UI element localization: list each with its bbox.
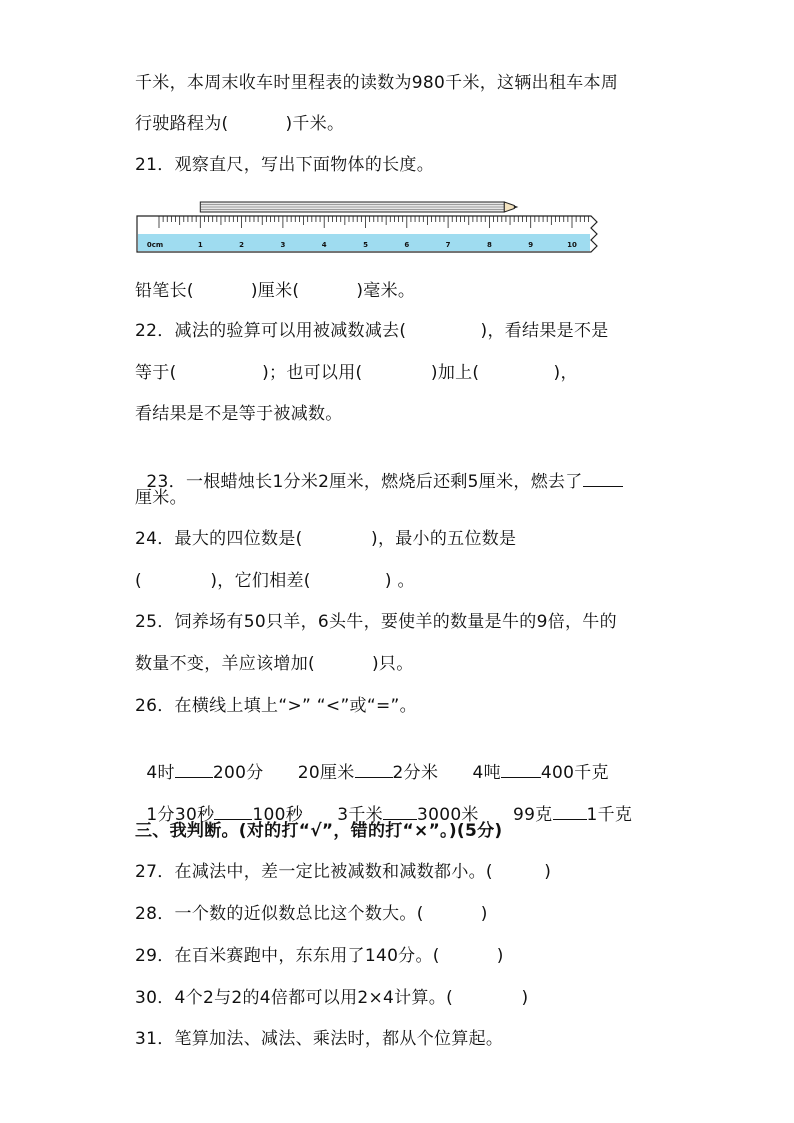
ruler-zero-label: 0cm [146,241,164,249]
question-28: 28．一个数的近似数总比这个数大。( ) [135,904,488,924]
pencil [200,202,518,212]
ruler-number: 5 [363,241,368,249]
question-22: 22．减法的验算可以用被减数减去( )，看结果是不是 [135,321,609,341]
section-heading: 三、我判断。(对的打“√”，错的打“×”。)(5分) [135,821,503,841]
answer-blank[interactable] [553,801,587,820]
text-segment: 3000米 99克 [416,805,553,825]
answer-blank[interactable] [214,801,252,820]
text-line: 千米，本周末收车时里程表的读数为980千米，这辆出租车本周 [135,73,619,93]
question-30: 30．4个2与2的4倍都可以用2×4计算。( ) [135,988,529,1008]
question-21: 21．观察直尺，写出下面物体的长度。 [135,155,435,175]
question-29: 29．在百米赛跑中，东东用了140分。( ) [135,946,504,966]
ruler-number: 7 [445,241,451,249]
text-line: 等于( )；也可以用( )加上( )， [135,363,578,383]
ruler [137,216,597,252]
ruler-number: 8 [486,241,492,249]
ruler-number: 10 [567,241,577,249]
text-segment: 200分 20厘米 [212,763,355,783]
ruler-number: 6 [404,241,410,249]
question-25: 25．饲养场有50只羊，6头牛，要使羊的数量是牛的9倍，牛的 [135,612,617,632]
question-31: 31．笔算加法、减法、乘法时，都从个位算起。 [135,1029,504,1049]
ruler-with-pencil-figure [135,196,605,256]
ruler-number: 3 [280,241,286,249]
text-segment: 1千克 [586,805,633,825]
answer-blank[interactable] [383,801,417,820]
answer-blank[interactable] [583,468,623,487]
question-26: 26．在横线上填上“>” “<”或“=”。 [135,696,417,716]
text-segment: 23．一根蜡烛长1分米2厘米，燃烧后还剩5厘米，燃去了 [146,472,583,492]
text-segment: 4时 [146,763,175,783]
question-23 [135,444,623,494]
text-segment: 1分30秒 [146,805,215,825]
question-24: 24．最大的四位数是( )，最小的五位数是 [135,529,517,549]
text-line: ( )，它们相差( ) 。 [135,571,415,591]
text-segment: 400千克 [540,763,609,783]
text-segment: 100秒 3千米 [252,805,383,825]
question-27: 27．在减法中，差一定比被减数和减数都小。( ) [135,862,552,882]
ruler-number: 9 [528,241,534,249]
text-line: 看结果是不是等于被减数。 [135,404,343,424]
text-segment: 2分米 4吨 [392,763,501,783]
pencil-lead [514,206,518,209]
text-line: 数量不变，羊应该增加( )只。 [135,654,414,674]
pencil-wood-tip [504,202,514,212]
text-line: 铅笔长( )厘米( )毫米。 [135,281,416,301]
answer-blank[interactable] [175,759,213,778]
ruler-number: 1 [197,241,203,249]
ruler-number: 4 [321,241,327,249]
answer-blank[interactable] [501,759,541,778]
answer-blank[interactable] [355,759,393,778]
text-line: 厘米。 [135,488,187,508]
text-line: 行驶路程为( )千米。 [135,114,345,134]
ruler-number: 2 [239,241,245,249]
